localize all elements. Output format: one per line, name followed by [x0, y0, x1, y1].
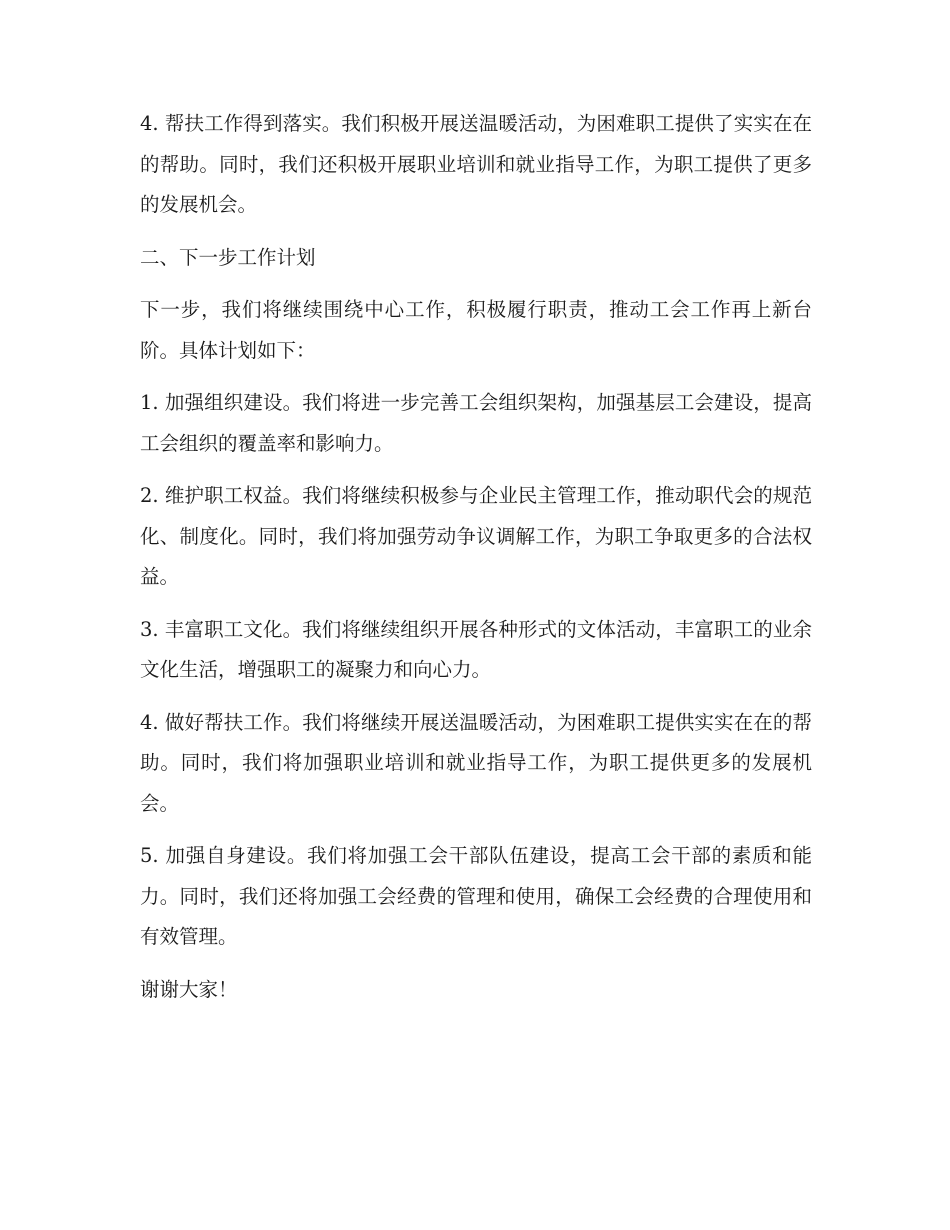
section-heading-next-steps: 二、下一步工作计划 — [140, 245, 316, 269]
paragraph-plan-2: 2. 维护职工权益。我们将继续积极参与企业民主管理工作，推动职代会的规范化、制度化。同时，我们将加强劳动争议调解工作，为职工争取更多的合法权益。 — [140, 484, 812, 588]
paragraph-assistance-result: 4. 帮扶工作得到落实。我们积极开展送温暖活动，为困难职工提供了实实在在的帮助。同时，我们还积极开展职业培训和就业指导工作，为职工提供了更多的发展机会。 — [140, 112, 812, 216]
paragraph-plan-intro: 下一步，我们将继续围绕中心工作，积极履行职责，推动工会工作再上新台阶。具体计划如下： — [140, 298, 812, 362]
paragraph-plan-3: 3. 丰富职工文化。我们将继续组织开展各种形式的文体活动，丰富职工的业余文化生活，增强职工的凝聚力和向心力。 — [140, 617, 812, 681]
document-body — [140, 104, 812, 1022]
paragraph-plan-4: 4. 做好帮扶工作。我们将继续开展送温暖活动，为困难职工提供实实在在的帮助。同时，我们将加强职业培训和就业指导工作，为职工提供更多的发展机会。 — [140, 710, 812, 815]
paragraph-plan-1: 1. 加强组织建设。我们将进一步完善工会组织架构，加强基层工会建设，提高工会组织的覆盖率和影响力。 — [140, 391, 812, 455]
paragraph-plan-5: 5. 加强自身建设。我们将加强工会干部队伍建设，提高工会干部的素质和能力。同时，我们还将加强工会经费的管理和使用，确保工会经费的合理使用和有效管理。 — [140, 844, 812, 948]
paragraph-closing: 谢谢大家！ — [140, 977, 238, 1001]
